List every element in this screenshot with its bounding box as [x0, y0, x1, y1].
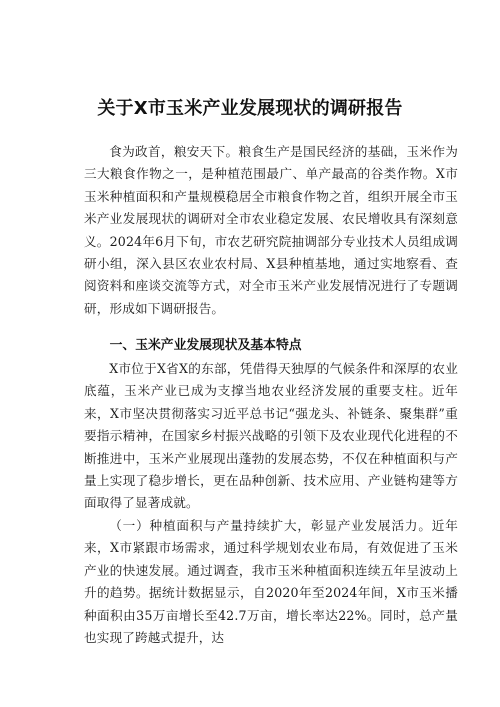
document-title: 关于X市玉米产业发展现状的调研报告 [97, 98, 403, 119]
intro-paragraph: 食为政首，粮安天下。粮食生产是国民经济的基础，玉米作为三大粮食作物之一，是种植范围最广、单产最高的谷类作物。X市玉米种植面积和产量规模稳居全市粮食作物之首，组织开展全市玉米产业发展现状的调研对全市农业稳定发展、农民增收具有深刻意义。2024年6月下旬，市农艺研究院抽调部分专业技术人员组成调研小组，深入县区农业农村局、X县种植基地，通过实地察看、查阅资料和座谈交流等方式，对全市玉米产业发展情况进行了专题调研，形成如下调研报告。 [84, 144, 458, 316]
section-heading-1: 一、玉米产业发展现状及基本特点 [109, 338, 302, 353]
section-1-paragraph: X市位于X省X的东部，凭借得天独厚的气候条件和深厚的农业底蕴，玉米产业已成为支撑当地农业经济发展的重要支柱。近年来，X市坚决贯彻落实习近平总书记“强龙头、补链条、聚集群”重要指示精神，在国家乡村振兴战略的引领下及农业现代化进程的不断推进中，玉米产业展现出蓬勃的发展态势，不仅在种植面积与产量上实现了稳步增长，更在品种创新、技术应用、产业链构建等方面取得了显著成就。 [84, 361, 458, 511]
subsection-1-paragraph: （一）种植面积与产量持续扩大，彰显产业发展活力。近年来，X市紧跟市场需求，通过科学规划农业布局，有效促进了玉米产业的快速发展。通过调查，我市玉米种植面积连续五年呈波动上升的趋势。据统计数据显示，自2020年至2024年间，X市玉米播种面积由35万亩增长至42.7万亩，增长率达22%。同时，总产量也实现了跨越式提升，达 [84, 518, 458, 646]
